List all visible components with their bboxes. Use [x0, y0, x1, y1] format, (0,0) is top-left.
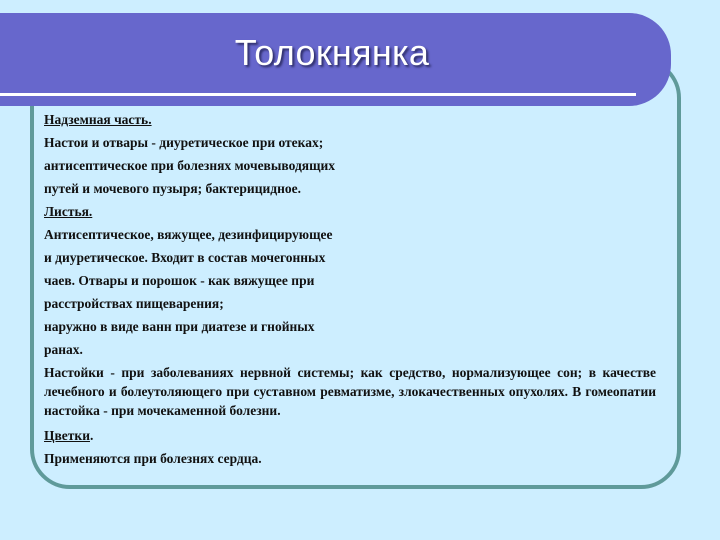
text-line: Антисептическое, вяжущее, дезинфицирующее: [44, 227, 333, 242]
text-line: антисептическое при болезнях мочевыводящих: [44, 158, 336, 173]
flowers-heading-line: [44, 426, 656, 449]
text-line: расстройствах пищеварения;: [44, 296, 224, 311]
text-line: чаев. Отвары и порошок - как вяжущее при: [44, 273, 315, 288]
heading-aerial-part: Надземная часть.: [44, 112, 152, 127]
text-line: Настои и отвары - диуретическое при отеках;: [44, 135, 324, 150]
slide-title: Толокнянка: [234, 32, 430, 73]
heading-flowers: Цветки: [44, 428, 90, 443]
text-line: Применяются при болезнях сердца.: [44, 451, 262, 466]
flowers-period: .: [89, 428, 94, 443]
heading-leaves: Листья.: [44, 204, 93, 219]
text-line: ранах.: [44, 342, 83, 357]
text-line: и диуретическое. Входит в состав мочегонных: [44, 250, 326, 265]
slide-body: [44, 110, 656, 472]
text-line: путей и мочевого пузыря; бактерицидное.: [44, 181, 301, 196]
title-underline-rule: [0, 93, 636, 96]
tinctures-paragraph: Настойки - при заболеваниях нервной системы; как средство, нормализующее сон; в качестве лечебного и болеутоляющего при суставном ревматизме, злокачественных опухолях. В гомеопатии настойка - при мочекаменной болезни.: [44, 365, 656, 418]
text-line: наружно в виде ванн при диатезе и гнойных: [44, 319, 315, 334]
